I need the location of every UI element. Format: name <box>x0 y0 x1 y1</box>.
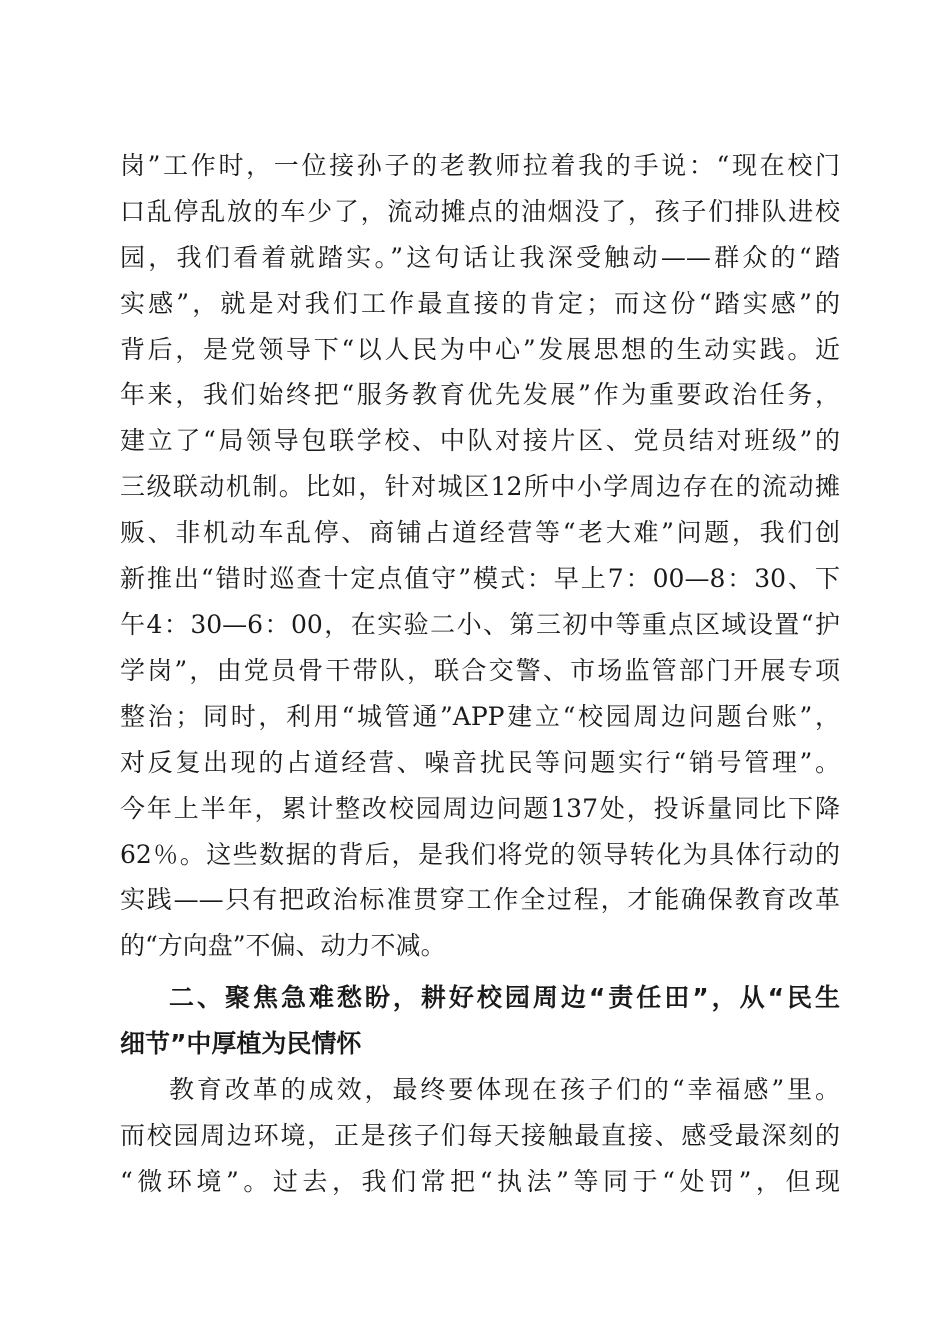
body-line: 园，我们看着就踏实。”这句话让我深受触动——群众的“踏 <box>120 243 840 272</box>
body-line: 岗”工作时，一位接孙子的老教师拉着我的手说：“现在校门 <box>120 151 840 180</box>
body-line: 贩、非机动车乱停、商铺占道经营等“老大难”问题，我们创 <box>120 518 840 547</box>
body-line: 实感”，就是对我们工作最直接的肯定；而这份“踏实感”的 <box>120 289 840 318</box>
body-line: 年来，我们始终把“服务教育优先发展”作为重要政治任务， <box>120 380 840 409</box>
body-line: 整治；同时，利用“城管通”APP建立“校园周边问题台账”， <box>120 702 840 731</box>
body-line: 三级联动机制。比如，针对城区12所中小学周边存在的流动摊 <box>120 472 840 501</box>
body-line: “微环境”。过去，我们常把“执法”等同于“处罚”，但现 <box>120 1167 840 1196</box>
body-line: 对反复出现的占道经营、噪音扰民等问题实行“销号管理”。 <box>120 748 840 777</box>
body-line: 背后，是党领导下“以人民为中心”发展思想的生动实践。近 <box>120 335 840 364</box>
body-line: 的“方向盘”不偏、动力不减。 <box>120 931 446 960</box>
body-line: 学岗”，由党员骨干带队，联合交警、市场监管部门开展专项 <box>120 656 840 685</box>
body-line: 口乱停乱放的车少了，流动摊点的油烟没了，孩子们排队进校 <box>120 197 840 226</box>
body-line: 教育改革的成效，最终要体现在孩子们的“幸福感”里。 <box>169 1075 840 1104</box>
body-line: 建立了“局领导包联学校、中队对接片区、党员结对班级”的 <box>120 426 840 455</box>
heading-line: 细节”中厚植为民情怀 <box>120 1029 362 1058</box>
body-line: 62％。这些数据的背后，是我们将党的领导转化为具体行动的 <box>120 840 840 869</box>
body-line: 新推出“错时巡查十定点值守”模式：早上7：00—8：30、下 <box>120 564 840 593</box>
heading-line: 二、聚焦急难愁盼，耕好校园周边“责任田”，从“民生 <box>169 983 840 1012</box>
body-line: 而校园周边环境，正是孩子们每天接触最直接、感受最深刻的 <box>120 1121 840 1150</box>
body-line: 实践——只有把政治标准贯穿工作全过程，才能确保教育改革 <box>120 885 840 914</box>
body-line: 午4：30—6：00，在实验二小、第三初中等重点区域设置“护 <box>120 610 840 639</box>
body-line: 今年上半年，累计整改校园周边问题137处，投诉量同比下降 <box>120 794 840 823</box>
